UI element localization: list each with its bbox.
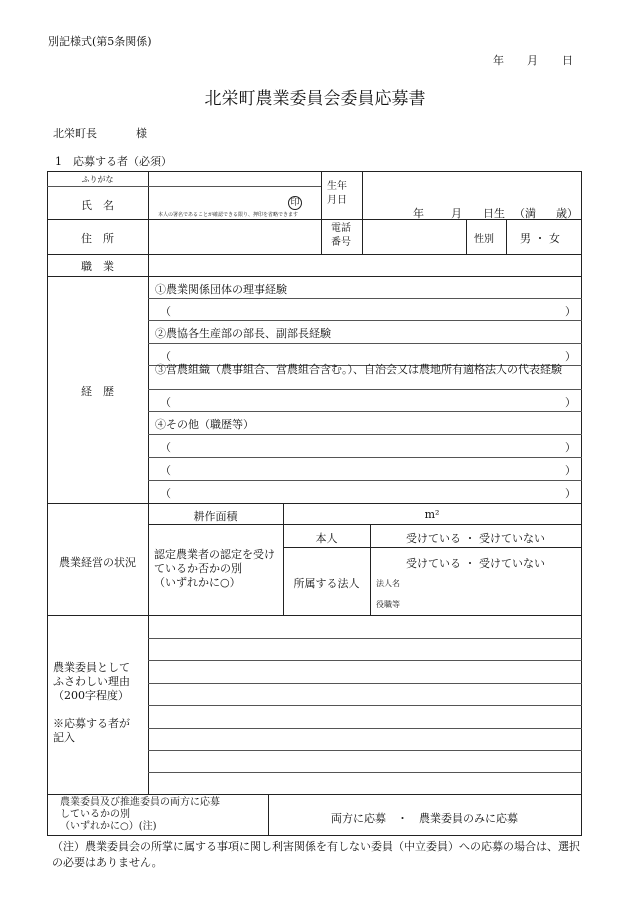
age-open: （満 <box>514 207 536 220</box>
area-label: 耕作面積 <box>193 510 238 523</box>
career-item-4: ④その他（職歴等） <box>155 418 254 431</box>
date-year: 年 <box>493 54 504 67</box>
career-close-1: ） <box>565 305 576 318</box>
birth-year: 年 <box>413 207 424 220</box>
date-month: 月 <box>527 54 538 67</box>
date-day: 日 <box>562 54 573 67</box>
addressee-sama: 様 <box>136 127 147 140</box>
footnote: （注）農業委員会の所掌に属する事項に関し利害関係を有しない委員（中立委員）への応募の場合は、選択の必要はありません。 <box>52 840 580 869</box>
career-open-3: （ <box>160 396 171 409</box>
career-item-2: ②農協各生産部の部長、副部長経験 <box>155 327 331 340</box>
cert-label: 認定農業者の認定を受けているか否かの別 （いずれかに○） <box>154 548 275 589</box>
birth-label: 生年 月日 <box>327 181 347 206</box>
sex-label: 性別 <box>474 234 494 245</box>
career-close-2: ） <box>565 350 576 363</box>
sex-options: 男 ・ 女 <box>520 232 560 245</box>
career-open-4: （ <box>160 441 171 454</box>
addressee: 北栄町長 <box>53 127 97 140</box>
name-label: 氏 名 <box>81 199 114 212</box>
age-close: 歳） <box>556 207 578 220</box>
corp-options: 受けている ・ 受けていない <box>406 557 545 570</box>
birth-month: 月 <box>451 207 462 220</box>
career-close-3: ） <box>565 396 576 409</box>
signature-note: 本人の署名であることが確認できる限り、押印を省略できます <box>158 212 299 218</box>
section-heading: 1 応募する者（必須） <box>55 155 172 168</box>
occupation-label: 職 業 <box>81 260 114 273</box>
career-open-6: （ <box>160 487 171 500</box>
career-close-6: ） <box>565 487 576 500</box>
corp-label: 所属する法人 <box>293 577 360 590</box>
address-label: 住 所 <box>81 232 114 245</box>
career-close-4: ） <box>565 441 576 454</box>
career-close-5: ） <box>565 464 576 477</box>
self-options: 受けている ・ 受けていない <box>406 532 545 545</box>
self-label: 本人 <box>315 532 338 545</box>
seal-stamp-icon: 印 <box>288 196 302 210</box>
career-item-3: ③営農組織（農事組合、営農組合含む。）、自治会又は農地所有適格法人の代表経験 <box>155 363 562 376</box>
career-open-2: （ <box>160 350 171 363</box>
area-unit: m² <box>424 508 440 521</box>
career-label: 経 歴 <box>81 385 114 398</box>
furigana-label: ふりがな <box>81 175 114 184</box>
reason-label: 農業委員として ふさわしい理由 （200字程度） ※応募する者が 記入 <box>53 661 130 744</box>
page-title: 北栄町農業委員会委員応募書 <box>204 89 426 109</box>
career-open-1: （ <box>160 305 171 318</box>
both-options: 両方に応募 ・ 農業委員のみに応募 <box>331 812 518 825</box>
phone-label: 電話 番号 <box>331 223 351 248</box>
corp-position-label: 役職等 <box>376 600 400 609</box>
birth-day: 日生 <box>483 207 505 220</box>
corp-name-label: 法人名 <box>376 579 400 588</box>
farming-label: 農業経営の状況 <box>59 556 136 569</box>
career-item-1: ①農業関係団体の理事経験 <box>155 283 287 296</box>
career-open-5: （ <box>160 464 171 477</box>
form-label: 別記様式(第5条関係) <box>48 35 152 48</box>
both-label: 農業委員及び推進委員の両方に応募 しているかの別 （いずれかに○）(注) <box>60 797 220 832</box>
